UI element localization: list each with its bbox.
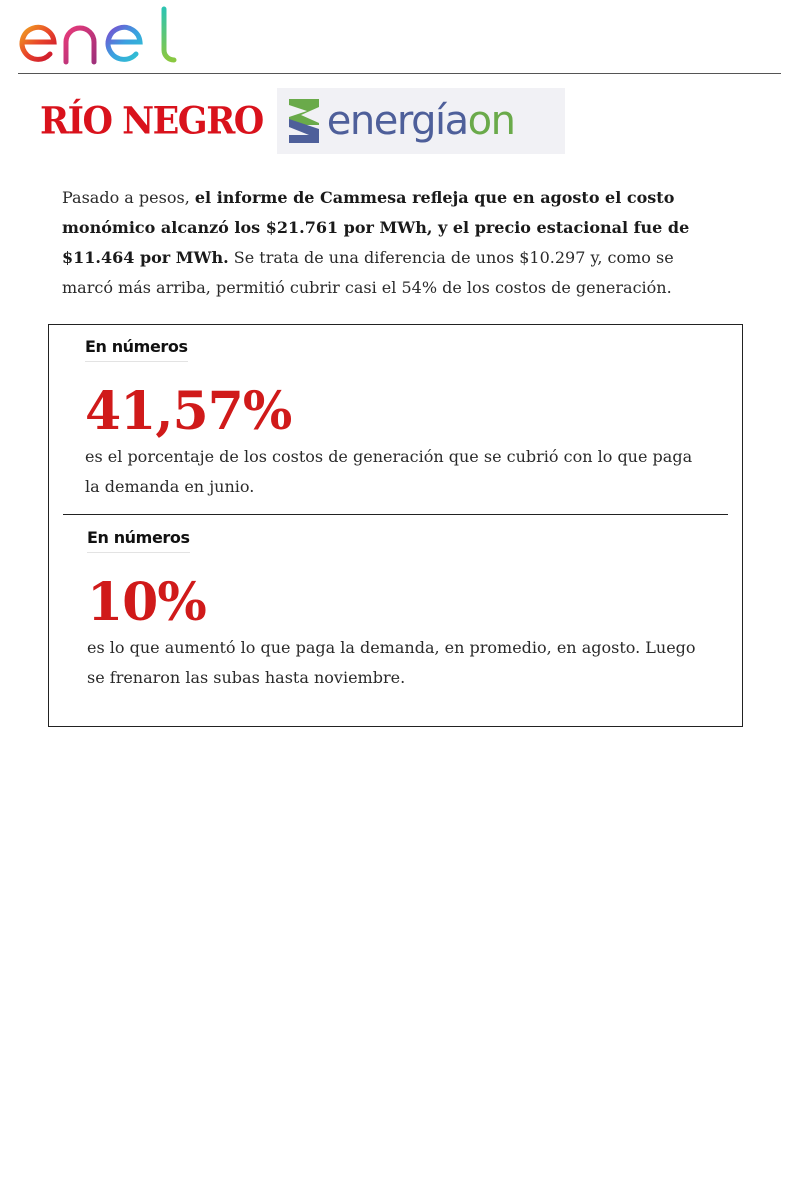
energiaon-logo [277, 88, 565, 154]
numbers-box [48, 324, 743, 727]
energiaon-wordmark: energíaon [326, 98, 515, 144]
number-card-divider [63, 514, 728, 515]
energiaon-chevron-icon [287, 95, 323, 147]
article-paragraph [62, 183, 722, 303]
intro-rest-text: Se trata de una diferencia de unos $10.297 y, como se marcó más arriba, permitió cubrir casi el 54% de los costos de generación. [62, 248, 674, 297]
number-card-value: 41,57% [85, 381, 292, 442]
number-card-value: 10% [87, 572, 206, 633]
brand-row [40, 88, 565, 154]
number-card [87, 528, 697, 693]
header-divider [18, 73, 781, 74]
number-card [85, 337, 695, 502]
intro-lead-text: Pasado a pesos, [62, 188, 195, 207]
number-card-heading: En números [85, 337, 188, 362]
number-card-description: es lo que aumentó lo que paga la demanda, en promedio, en agosto. Luego se frenaron las subas hasta noviembre. [87, 638, 696, 687]
enel-logo [16, 6, 180, 66]
rio-negro-logo: RÍO NEGRO [40, 99, 263, 143]
intro-bold-text: el informe de Cammesa refleja que en agosto el costo monómico alcanzó los $21.761 por MWh, y el precio estacional fue de $11.464 por MWh. [62, 188, 690, 267]
number-card-heading: En números [87, 528, 190, 553]
number-card-description: es el porcentaje de los costos de generación que se cubrió con lo que paga la demanda en junio. [85, 447, 693, 496]
